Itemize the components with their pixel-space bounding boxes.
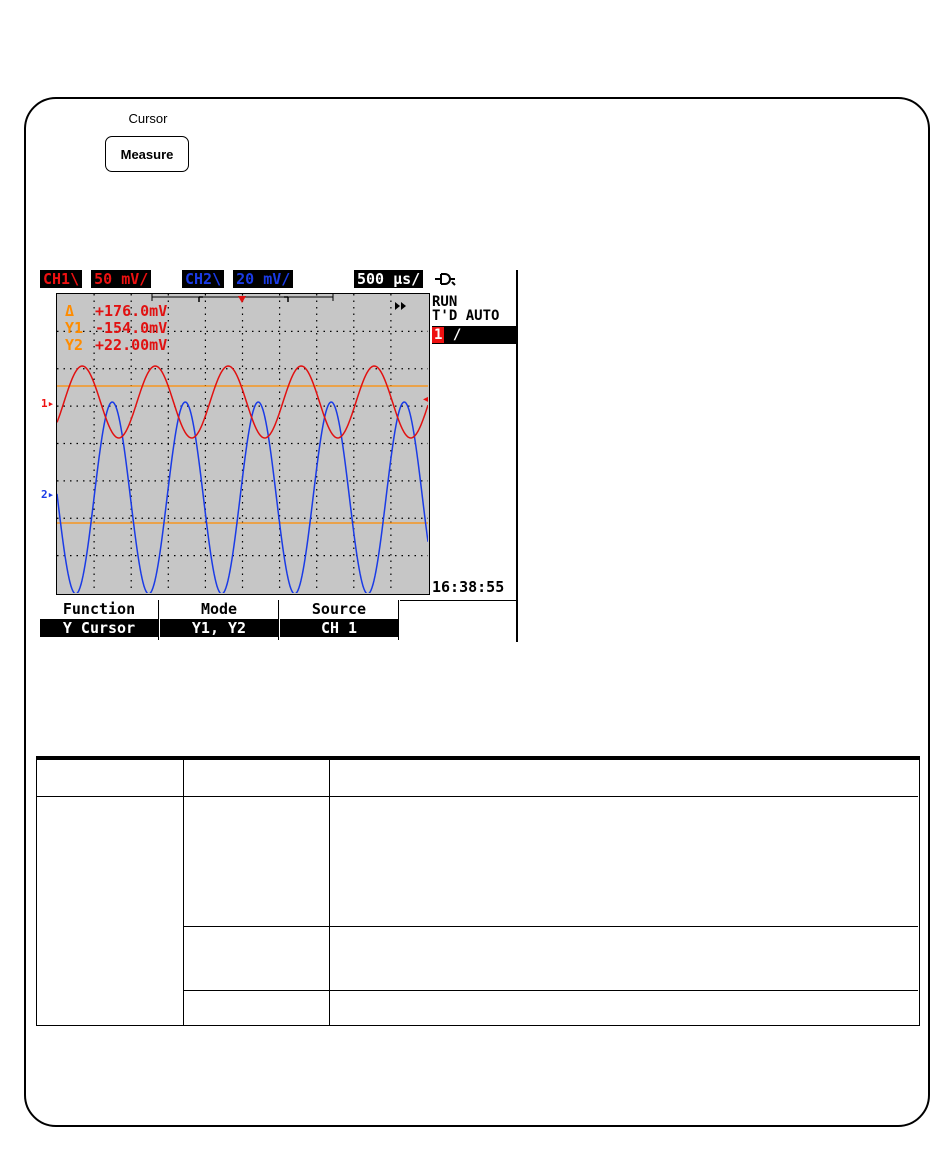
readout-value: +22.00mV: [95, 336, 168, 354]
timebase-indicator[interactable]: [354, 271, 423, 288]
trigger-point-icon: [238, 296, 246, 303]
readout-value: +176.0mV: [95, 302, 168, 320]
table-row-divider-2: [183, 990, 918, 991]
ch2-label: CH2: [185, 270, 213, 288]
clock-time: 16:38:55: [432, 578, 505, 596]
table-col-divider-2: [329, 760, 330, 1026]
ch1-indicator[interactable]: [40, 271, 151, 288]
ch1-label: CH1: [43, 270, 71, 288]
ch2-coupling-icon: \: [212, 270, 222, 288]
softkey-function[interactable]: Function Y Cursor: [40, 600, 159, 640]
table-col-divider-1: [183, 760, 184, 1026]
trigger-status: T'D AUTO: [432, 308, 500, 324]
ch2-ground-marker: 2▸: [41, 488, 55, 501]
trigger-level-marker: ◂: [423, 394, 429, 405]
readout-label: Y1: [65, 319, 84, 337]
table-row-divider-1: [183, 926, 918, 927]
power-plug-icon: [433, 271, 457, 288]
fast-forward-icon: [395, 302, 406, 310]
softkey-empty[interactable]: [400, 600, 517, 640]
ch2-scale: 20 mV/: [233, 270, 293, 288]
table-header-divider: [37, 796, 918, 797]
measure-button[interactable]: Measure: [105, 136, 189, 172]
parameter-table: [36, 756, 920, 1026]
softkey-mode[interactable]: Mode Y1, Y2: [160, 600, 279, 640]
readout-value: -154.0mV: [95, 319, 168, 337]
softkey-bar: [40, 600, 517, 642]
cursor-key-label: Cursor: [128, 111, 168, 126]
timebase-value: 500 µs/: [354, 270, 423, 288]
ch1-scale: 50 mV/: [91, 270, 151, 288]
readout-label: Y2: [65, 336, 84, 354]
oscilloscope-screen: [40, 270, 517, 642]
ch1-ground-marker: 1▸: [41, 397, 55, 410]
run-status: RUN: [432, 294, 458, 310]
trigger-source[interactable]: 1 /: [432, 326, 517, 344]
status-panel: [432, 293, 517, 623]
ch2-indicator[interactable]: [182, 271, 293, 288]
rising-edge-icon: /: [452, 327, 462, 343]
ch1-coupling-icon: \: [70, 270, 80, 288]
screen-right-border: [516, 270, 518, 642]
softkey-source[interactable]: Source CH 1: [280, 600, 399, 640]
readout-label: Δ: [65, 302, 75, 320]
waveform-display[interactable]: [56, 293, 430, 595]
